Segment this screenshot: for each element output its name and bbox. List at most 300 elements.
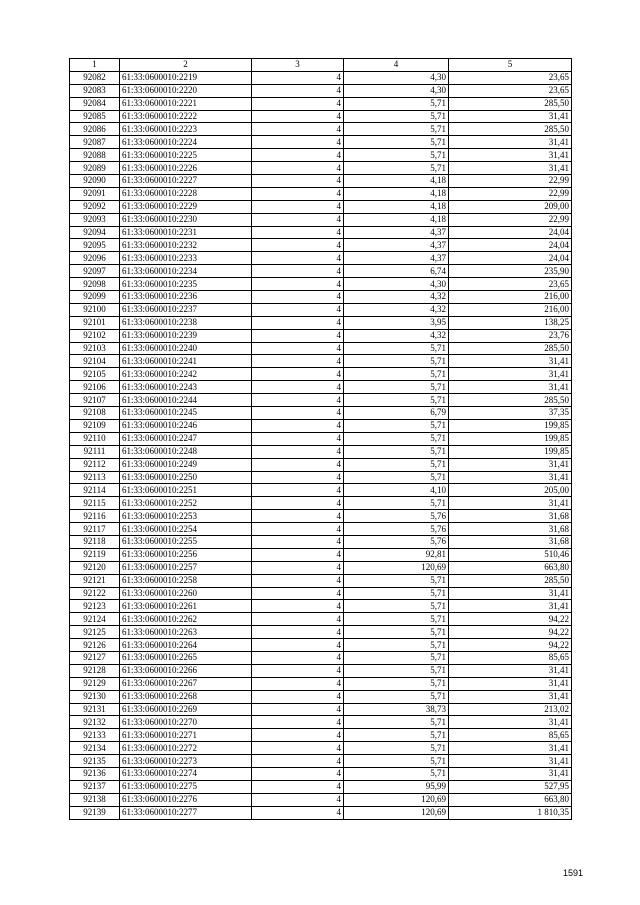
code-cell: 4	[252, 407, 344, 420]
row-number-cell: 92129	[70, 677, 120, 690]
table-row	[70, 407, 572, 420]
value-cell: 94,22	[449, 626, 572, 639]
row-number-cell: 92113	[70, 471, 120, 484]
area-cell: 4,18	[344, 175, 449, 188]
row-number-cell: 92099	[70, 291, 120, 304]
table-row	[70, 780, 572, 793]
cadastral-number-cell: 61:33:0600010:2254	[120, 523, 252, 536]
table-row	[70, 742, 572, 755]
row-number-cell: 92084	[70, 97, 120, 110]
cadastral-number-cell: 61:33:0600010:2245	[120, 407, 252, 420]
table-row	[70, 316, 572, 329]
code-cell: 4	[252, 755, 344, 768]
value-cell: 31,41	[449, 742, 572, 755]
table-row	[70, 278, 572, 291]
area-cell: 5,76	[344, 535, 449, 548]
cadastral-number-cell: 61:33:0600010:2257	[120, 561, 252, 574]
code-cell: 4	[252, 200, 344, 213]
area-cell: 120,69	[344, 561, 449, 574]
value-cell: 37,35	[449, 407, 572, 420]
value-cell: 285,50	[449, 574, 572, 587]
value-cell: 31,41	[449, 690, 572, 703]
cadastral-number-cell: 61:33:0600010:2260	[120, 587, 252, 600]
code-cell: 4	[252, 84, 344, 97]
cadastral-number-cell: 61:33:0600010:2258	[120, 574, 252, 587]
value-cell: 235,90	[449, 265, 572, 278]
code-cell: 4	[252, 510, 344, 523]
table-row	[70, 303, 572, 316]
area-cell: 120,69	[344, 806, 449, 819]
value-cell: 285,50	[449, 123, 572, 136]
value-cell: 94,22	[449, 613, 572, 626]
value-cell: 31,41	[449, 355, 572, 368]
table-row	[70, 535, 572, 548]
cadastral-number-cell: 61:33:0600010:2274	[120, 767, 252, 780]
row-number-cell: 92126	[70, 639, 120, 652]
code-cell: 4	[252, 175, 344, 188]
row-number-cell: 92101	[70, 316, 120, 329]
code-cell: 4	[252, 471, 344, 484]
area-cell: 4,30	[344, 278, 449, 291]
value-cell: 24,04	[449, 226, 572, 239]
cadastral-number-cell: 61:33:0600010:2264	[120, 639, 252, 652]
row-number-cell: 92124	[70, 613, 120, 626]
value-cell: 285,50	[449, 97, 572, 110]
code-cell: 4	[252, 626, 344, 639]
row-number-cell: 92119	[70, 548, 120, 561]
table-row	[70, 626, 572, 639]
area-cell: 5,71	[344, 355, 449, 368]
value-cell: 22,99	[449, 187, 572, 200]
area-cell: 5,71	[344, 574, 449, 587]
cadastral-number-cell: 61:33:0600010:2262	[120, 613, 252, 626]
col-header-4: 4	[344, 59, 449, 72]
cadastral-number-cell: 61:33:0600010:2256	[120, 548, 252, 561]
table-row	[70, 703, 572, 716]
row-number-cell: 92091	[70, 187, 120, 200]
cadastral-number-cell: 61:33:0600010:2234	[120, 265, 252, 278]
table-row	[70, 265, 572, 278]
value-cell: 24,04	[449, 239, 572, 252]
cadastral-number-cell: 61:33:0600010:2250	[120, 471, 252, 484]
area-cell: 5,71	[344, 639, 449, 652]
area-cell: 5,71	[344, 716, 449, 729]
cadastral-number-cell: 61:33:0600010:2269	[120, 703, 252, 716]
table-row	[70, 187, 572, 200]
area-cell: 5,71	[344, 381, 449, 394]
cadastral-number-cell: 61:33:0600010:2263	[120, 626, 252, 639]
area-cell: 4,37	[344, 252, 449, 265]
table-row	[70, 793, 572, 806]
area-cell: 5,76	[344, 523, 449, 536]
value-cell: 216,00	[449, 303, 572, 316]
code-cell: 4	[252, 226, 344, 239]
value-cell: 22,99	[449, 213, 572, 226]
value-cell: 31,68	[449, 510, 572, 523]
row-number-cell: 92104	[70, 355, 120, 368]
area-cell: 5,71	[344, 342, 449, 355]
table-row	[70, 484, 572, 497]
code-cell: 4	[252, 497, 344, 510]
code-cell: 4	[252, 381, 344, 394]
area-cell: 5,71	[344, 162, 449, 175]
area-cell: 5,71	[344, 97, 449, 110]
code-cell: 4	[252, 445, 344, 458]
cadastral-number-cell: 61:33:0600010:2275	[120, 780, 252, 793]
code-cell: 4	[252, 187, 344, 200]
row-number-cell: 92125	[70, 626, 120, 639]
area-cell: 4,10	[344, 484, 449, 497]
cadastral-number-cell: 61:33:0600010:2251	[120, 484, 252, 497]
table-body	[70, 71, 572, 819]
row-number-cell: 92093	[70, 213, 120, 226]
row-number-cell: 92137	[70, 780, 120, 793]
table-row	[70, 458, 572, 471]
value-cell: 31,41	[449, 497, 572, 510]
row-number-cell: 92120	[70, 561, 120, 574]
area-cell: 5,71	[344, 445, 449, 458]
code-cell: 4	[252, 548, 344, 561]
cadastral-number-cell: 61:33:0600010:2244	[120, 394, 252, 407]
value-cell: 510,46	[449, 548, 572, 561]
value-cell: 23,65	[449, 71, 572, 84]
table-row	[70, 729, 572, 742]
table-row	[70, 600, 572, 613]
area-cell: 4,32	[344, 329, 449, 342]
cadastral-number-cell: 61:33:0600010:2255	[120, 535, 252, 548]
cadastral-number-cell: 61:33:0600010:2231	[120, 226, 252, 239]
code-cell: 4	[252, 136, 344, 149]
value-cell: 31,41	[449, 600, 572, 613]
row-number-cell: 92139	[70, 806, 120, 819]
code-cell: 4	[252, 394, 344, 407]
row-number-cell: 92083	[70, 84, 120, 97]
table-row	[70, 123, 572, 136]
value-cell: 31,41	[449, 587, 572, 600]
row-number-cell: 92117	[70, 523, 120, 536]
area-cell: 5,71	[344, 497, 449, 510]
table-header	[70, 59, 572, 72]
code-cell: 4	[252, 613, 344, 626]
table-row	[70, 110, 572, 123]
area-cell: 4,18	[344, 200, 449, 213]
code-cell: 4	[252, 432, 344, 445]
row-number-cell: 92132	[70, 716, 120, 729]
area-cell: 120,69	[344, 793, 449, 806]
value-cell: 31,41	[449, 162, 572, 175]
area-cell: 5,71	[344, 587, 449, 600]
code-cell: 4	[252, 110, 344, 123]
row-number-cell: 92097	[70, 265, 120, 278]
row-number-cell: 92112	[70, 458, 120, 471]
table-row	[70, 523, 572, 536]
area-cell: 4,37	[344, 239, 449, 252]
cadastral-number-cell: 61:33:0600010:2247	[120, 432, 252, 445]
code-cell: 4	[252, 162, 344, 175]
code-cell: 4	[252, 239, 344, 252]
value-cell: 199,85	[449, 419, 572, 432]
table-row	[70, 342, 572, 355]
code-cell: 4	[252, 419, 344, 432]
cadastral-number-cell: 61:33:0600010:2239	[120, 329, 252, 342]
row-number-cell: 92087	[70, 136, 120, 149]
table-row	[70, 587, 572, 600]
table-row	[70, 651, 572, 664]
area-cell: 4,30	[344, 84, 449, 97]
code-cell: 4	[252, 780, 344, 793]
area-cell: 4,32	[344, 303, 449, 316]
table-row	[70, 806, 572, 819]
cadastral-number-cell: 61:33:0600010:2270	[120, 716, 252, 729]
area-cell: 4,32	[344, 291, 449, 304]
col-header-3: 3	[252, 59, 344, 72]
cadastral-number-cell: 61:33:0600010:2238	[120, 316, 252, 329]
row-number-cell: 92100	[70, 303, 120, 316]
value-cell: 24,04	[449, 252, 572, 265]
cadastral-number-cell: 61:33:0600010:2222	[120, 110, 252, 123]
cadastral-number-cell: 61:33:0600010:2265	[120, 651, 252, 664]
cadastral-number-cell: 61:33:0600010:2220	[120, 84, 252, 97]
cadastral-number-cell: 61:33:0600010:2221	[120, 97, 252, 110]
cadastral-number-cell: 61:33:0600010:2252	[120, 497, 252, 510]
row-number-cell: 92106	[70, 381, 120, 394]
area-cell: 5,71	[344, 123, 449, 136]
cadastral-number-cell: 61:33:0600010:2224	[120, 136, 252, 149]
code-cell: 4	[252, 355, 344, 368]
cadastral-number-cell: 61:33:0600010:2235	[120, 278, 252, 291]
cadastral-number-cell: 61:33:0600010:2226	[120, 162, 252, 175]
cadastral-number-cell: 61:33:0600010:2261	[120, 600, 252, 613]
row-number-cell: 92102	[70, 329, 120, 342]
area-cell: 5,71	[344, 664, 449, 677]
code-cell: 4	[252, 278, 344, 291]
cadastral-number-cell: 61:33:0600010:2271	[120, 729, 252, 742]
area-cell: 5,71	[344, 767, 449, 780]
value-cell: 31,41	[449, 149, 572, 162]
code-cell: 4	[252, 664, 344, 677]
table-row	[70, 97, 572, 110]
table-row	[70, 71, 572, 84]
area-cell: 3,95	[344, 316, 449, 329]
code-cell: 4	[252, 523, 344, 536]
code-cell: 4	[252, 291, 344, 304]
cadastral-number-cell: 61:33:0600010:2241	[120, 355, 252, 368]
area-cell: 5,71	[344, 149, 449, 162]
row-number-cell: 92131	[70, 703, 120, 716]
area-cell: 5,71	[344, 729, 449, 742]
table-row	[70, 613, 572, 626]
row-number-cell: 92121	[70, 574, 120, 587]
row-number-cell: 92138	[70, 793, 120, 806]
cadastral-number-cell: 61:33:0600010:2228	[120, 187, 252, 200]
value-cell: 285,50	[449, 394, 572, 407]
value-cell: 663,80	[449, 561, 572, 574]
cadastral-number-cell: 61:33:0600010:2240	[120, 342, 252, 355]
value-cell: 31,41	[449, 110, 572, 123]
code-cell: 4	[252, 123, 344, 136]
row-number-cell: 92123	[70, 600, 120, 613]
code-cell: 4	[252, 458, 344, 471]
table-row	[70, 162, 572, 175]
value-cell: 23,65	[449, 278, 572, 291]
code-cell: 4	[252, 639, 344, 652]
row-number-cell: 92127	[70, 651, 120, 664]
code-cell: 4	[252, 484, 344, 497]
table-row	[70, 690, 572, 703]
col-header-2: 2	[120, 59, 252, 72]
cadastral-number-cell: 61:33:0600010:2249	[120, 458, 252, 471]
cadastral-number-cell: 61:33:0600010:2253	[120, 510, 252, 523]
value-cell: 31,41	[449, 471, 572, 484]
cadastral-number-cell: 61:33:0600010:2237	[120, 303, 252, 316]
value-cell: 31,41	[449, 664, 572, 677]
registry-table	[69, 58, 572, 820]
table-row	[70, 291, 572, 304]
table-row	[70, 755, 572, 768]
table-row	[70, 252, 572, 265]
row-number-cell: 92095	[70, 239, 120, 252]
row-number-cell: 92130	[70, 690, 120, 703]
row-number-cell: 92082	[70, 71, 120, 84]
cadastral-number-cell: 61:33:0600010:2219	[120, 71, 252, 84]
cadastral-number-cell: 61:33:0600010:2233	[120, 252, 252, 265]
cadastral-number-cell: 61:33:0600010:2266	[120, 664, 252, 677]
row-number-cell: 92105	[70, 368, 120, 381]
area-cell: 5,71	[344, 368, 449, 381]
value-cell: 199,85	[449, 432, 572, 445]
table-row	[70, 200, 572, 213]
cadastral-number-cell: 61:33:0600010:2248	[120, 445, 252, 458]
row-number-cell: 92107	[70, 394, 120, 407]
table-row	[70, 149, 572, 162]
code-cell: 4	[252, 213, 344, 226]
cadastral-number-cell: 61:33:0600010:2227	[120, 175, 252, 188]
row-number-cell: 92134	[70, 742, 120, 755]
code-cell: 4	[252, 677, 344, 690]
value-cell: 31,41	[449, 677, 572, 690]
cadastral-number-cell: 61:33:0600010:2236	[120, 291, 252, 304]
area-cell: 4,37	[344, 226, 449, 239]
table-row	[70, 355, 572, 368]
value-cell: 205,00	[449, 484, 572, 497]
value-cell: 31,41	[449, 368, 572, 381]
table-row	[70, 471, 572, 484]
code-cell: 4	[252, 806, 344, 819]
area-cell: 5,71	[344, 419, 449, 432]
value-cell: 85,65	[449, 651, 572, 664]
row-number-cell: 92136	[70, 767, 120, 780]
value-cell: 527,95	[449, 780, 572, 793]
row-number-cell: 92111	[70, 445, 120, 458]
cadastral-number-cell: 61:33:0600010:2230	[120, 213, 252, 226]
table-row	[70, 767, 572, 780]
row-number-cell: 92085	[70, 110, 120, 123]
code-cell: 4	[252, 535, 344, 548]
area-cell: 92,81	[344, 548, 449, 561]
row-number-cell: 92098	[70, 278, 120, 291]
cadastral-number-cell: 61:33:0600010:2276	[120, 793, 252, 806]
code-cell: 4	[252, 793, 344, 806]
cadastral-number-cell: 61:33:0600010:2267	[120, 677, 252, 690]
table-row	[70, 136, 572, 149]
area-cell: 5,71	[344, 136, 449, 149]
code-cell: 4	[252, 587, 344, 600]
value-cell: 31,41	[449, 755, 572, 768]
table-row	[70, 394, 572, 407]
row-number-cell: 92088	[70, 149, 120, 162]
value-cell: 199,85	[449, 445, 572, 458]
value-cell: 85,65	[449, 729, 572, 742]
area-cell: 6,79	[344, 407, 449, 420]
table-row	[70, 226, 572, 239]
header-row	[70, 59, 572, 72]
table-row	[70, 419, 572, 432]
cadastral-number-cell: 61:33:0600010:2272	[120, 742, 252, 755]
table-row	[70, 574, 572, 587]
value-cell: 23,76	[449, 329, 572, 342]
area-cell: 4,18	[344, 213, 449, 226]
code-cell: 4	[252, 742, 344, 755]
row-number-cell: 92096	[70, 252, 120, 265]
area-cell: 6,74	[344, 265, 449, 278]
row-number-cell: 92128	[70, 664, 120, 677]
table-row	[70, 213, 572, 226]
code-cell: 4	[252, 265, 344, 278]
code-cell: 4	[252, 329, 344, 342]
code-cell: 4	[252, 729, 344, 742]
code-cell: 4	[252, 316, 344, 329]
code-cell: 4	[252, 561, 344, 574]
code-cell: 4	[252, 651, 344, 664]
table-row	[70, 432, 572, 445]
code-cell: 4	[252, 303, 344, 316]
row-number-cell: 92089	[70, 162, 120, 175]
area-cell: 5,71	[344, 690, 449, 703]
row-number-cell: 92103	[70, 342, 120, 355]
cadastral-number-cell: 61:33:0600010:2223	[120, 123, 252, 136]
code-cell: 4	[252, 690, 344, 703]
table-row	[70, 497, 572, 510]
table-row	[70, 368, 572, 381]
table-row	[70, 381, 572, 394]
col-header-5: 5	[449, 59, 572, 72]
row-number-cell: 92135	[70, 755, 120, 768]
code-cell: 4	[252, 767, 344, 780]
area-cell: 5,71	[344, 651, 449, 664]
value-cell: 138,25	[449, 316, 572, 329]
value-cell: 216,00	[449, 291, 572, 304]
col-header-1: 1	[70, 59, 120, 72]
value-cell: 285,50	[449, 342, 572, 355]
table-row	[70, 329, 572, 342]
area-cell: 95,99	[344, 780, 449, 793]
code-cell: 4	[252, 574, 344, 587]
table-row	[70, 548, 572, 561]
value-cell: 663,80	[449, 793, 572, 806]
row-number-cell: 92094	[70, 226, 120, 239]
area-cell: 5,71	[344, 600, 449, 613]
cadastral-number-cell: 61:33:0600010:2232	[120, 239, 252, 252]
value-cell: 23,65	[449, 84, 572, 97]
area-cell: 5,71	[344, 626, 449, 639]
area-cell: 5,71	[344, 613, 449, 626]
value-cell: 31,68	[449, 523, 572, 536]
code-cell: 4	[252, 342, 344, 355]
table-row	[70, 561, 572, 574]
cadastral-number-cell: 61:33:0600010:2246	[120, 419, 252, 432]
row-number-cell: 92133	[70, 729, 120, 742]
table-row	[70, 716, 572, 729]
